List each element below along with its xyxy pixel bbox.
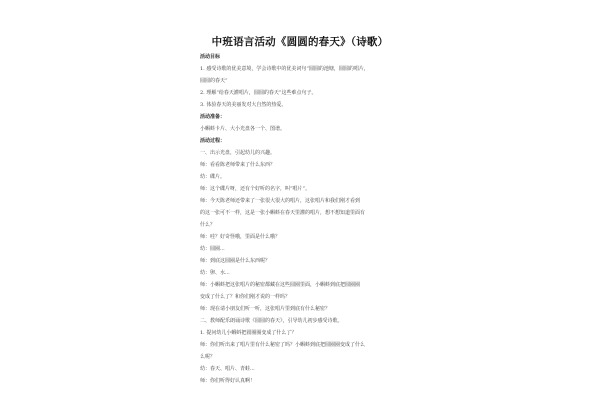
text-line: 师：今天陈老师还带来了一张很大很大的唱片，这张唱片和我们刚才看到 [200, 198, 361, 204]
text-line: 师：看看陈老师带来了什么东西？ [200, 162, 276, 168]
text-line: 小蝌蚪卡片、大小光盘各一个、图谱。 [200, 126, 286, 132]
section-heading-preparation: 活动准备： [200, 114, 226, 120]
text-line: 幼：春天、唱片、青蛙... [200, 366, 255, 372]
text-line: 幼：圆圈... [200, 246, 225, 252]
text-line: 圆圆的春天” [200, 78, 228, 84]
text-line: 1. 感受诗歌的优美意境，学会诗歌中的优美词句“圆圆的池塘，圆圆的唱片， [200, 66, 369, 72]
text-line: 的这一张可不一样，这是一张小蝌蚪在春天里灌的唱片，想不想知道里面有 [200, 210, 366, 216]
text-line: 师：你们听出来了唱片里有什么秘密了吗？小蝌蚪到底把圆圈圈变成了什么 [200, 342, 366, 348]
text-line: 二、教师配乐朗诵诗歌《圆圆的春天》，引导幼儿初步感受诗歌。 [200, 318, 343, 324]
section-heading-process: 活动过程： [200, 138, 226, 144]
text-line: 师：小蝌蚪把这张唱片的秘密都藏在这些圆圈里面，小蝌蚪到底把圆圈圈 [200, 282, 361, 288]
document-title: 中班语言活动《圆圆的春天》（诗歌） [211, 36, 389, 48]
text-line: 什么？ [200, 222, 216, 228]
text-line: 一、出示光盘，引起幼儿的兴趣。 [200, 150, 276, 156]
text-line: 师：你们听得好认真啊！ [200, 378, 256, 384]
text-line: 2. 理解“给春天灌唱片，圆圆的春天”这些难点句子。 [200, 90, 317, 96]
text-line: 幼：碟片。 [200, 174, 226, 180]
text-line: 师：到底这圆圈是什么东西呢？ [200, 258, 271, 264]
text-line: 1. 提问幼儿小蝌蚪把圆圈圈变成了什么了？ [200, 330, 297, 336]
section-heading-goals: 活动目标 [200, 54, 221, 60]
text-line: 幼：卵、水... [200, 270, 230, 276]
text-line: 3. 体验春天的美丽发对大自然的热爱。 [200, 102, 287, 108]
text-line: 么呢？ [200, 354, 216, 360]
text-line: 师：现在请小朋友们听一听，这张唱片里到底有什么秘密？ [200, 306, 331, 312]
text-line: 师：这个碟片呀，还有个好听的名字，叫“唱片”。 [200, 186, 311, 192]
text-line: 师：哇？好奇怪哦，里面是什么哦？ [200, 234, 281, 240]
text-line: 变成了什么了？和你们刚才说的一样吗？ [200, 294, 291, 300]
